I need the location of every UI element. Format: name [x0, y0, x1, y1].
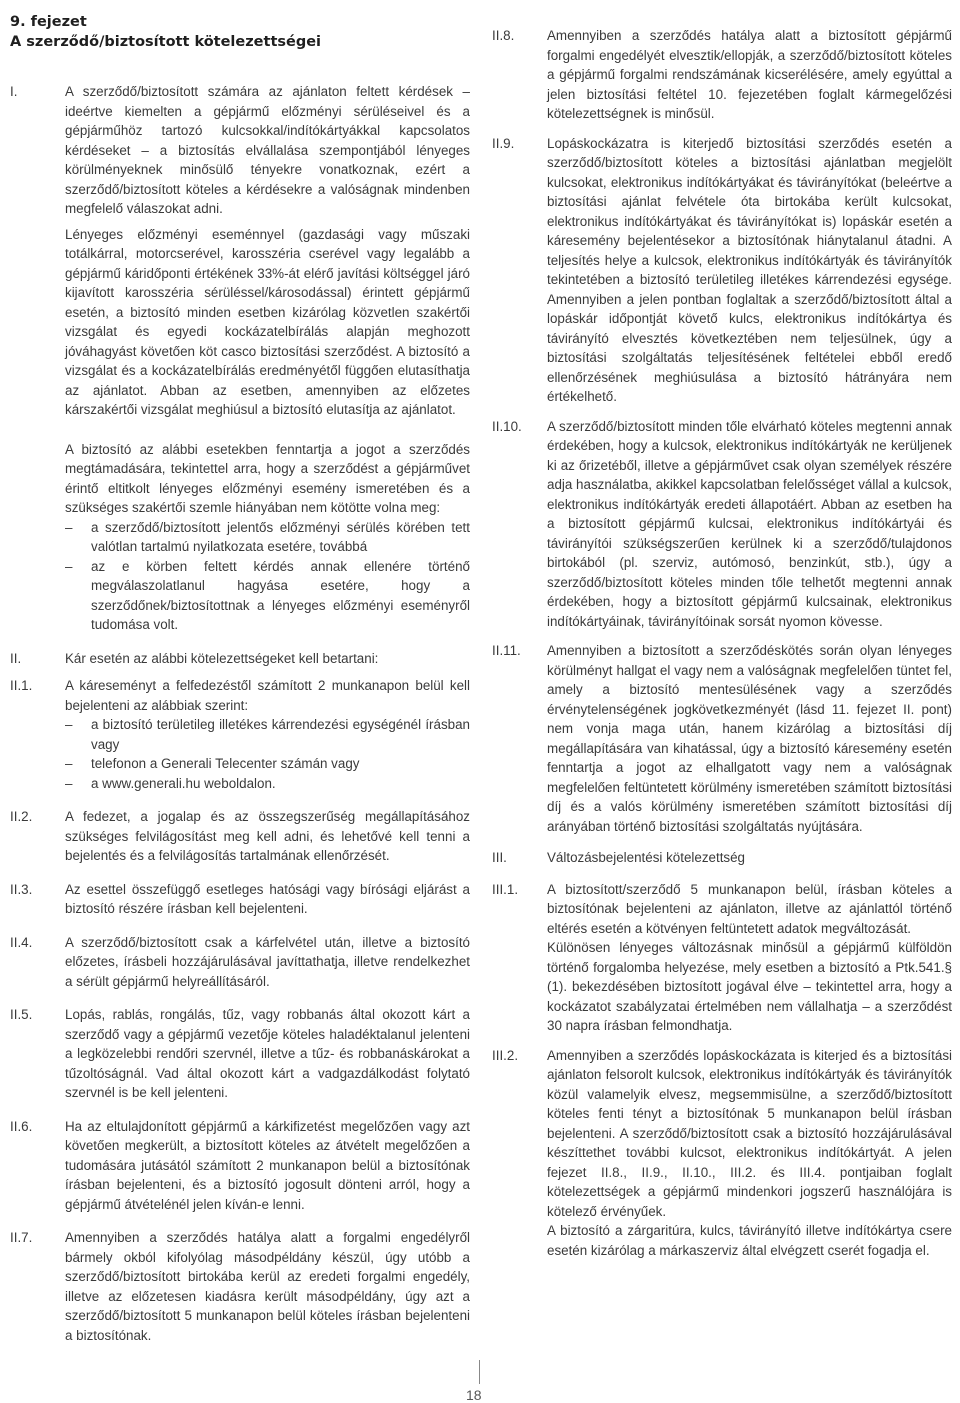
paragraph: Amennyiben a szerződés hatálya alatt a forgalmi engedélyről bármely okból kifolyólag másodpéldány készül, úgy utóbb a szerződő/biztosított birtokába kerül az eredeti forgalmi engedély, illetve az előzetesen kiadásra került másodpéldány, úgy azt a szerződő/biztosított 5 munkanapon belül köteles írásban bejelenteni a biztosítónak. [65, 1230, 470, 1343]
section [492, 848, 952, 868]
section [492, 1046, 952, 1261]
paragraph: A szerződő/biztosított csak a kárfelvétel után, illetve a biztosító előzetes, írásbeli hozzájárulásával javíttathatja, illetve rendelkezhet a sérült gépjármű helyreállításáról. [65, 934, 470, 989]
section-number: II.6. [10, 1118, 33, 1134]
section-number: II.9. [492, 135, 515, 151]
section-body [547, 417, 952, 632]
section-number: II.1. [10, 678, 33, 693]
list-item-text: a www.generali.hu weboldalon. [91, 775, 276, 791]
section-body [547, 641, 952, 836]
footer-divider [479, 1360, 480, 1384]
paragraph: Amennyiben a szerződés hatálya alatt a biztosított gépjármű forgalmi engedélyét elvesztik/ellopják, a szerződő/biztosított köteles a gépjármű forgalmi rendszámának kicserélésére, amely egyúttal a jelen biztosítási feltétel 10. fejezetében foglalt kármegelőzési kötelezettségnek is minősül. [547, 28, 952, 121]
dash-bullet: – [65, 717, 73, 732]
section [10, 649, 470, 669]
chapter-header [10, 12, 470, 52]
section [492, 26, 952, 124]
section-number: II.8. [492, 28, 515, 43]
left-column [10, 70, 470, 1345]
paragraph: A szerződő/biztosított minden tőle elvárható köteles megtenni annak érdekében, hogy a kulcsok, elektronikus indítókártyák ne kerüljenek ki az őrizetéből, illetve a gépjárművet csak olyan személyek részére adja használatba, akikkel kapcsolatban felelősséget vállal a kulcsok, elektronikus indítókártyák eredeti állapotáért. Abban az esetben ha a biztosított gépjármű kulcsai, elektronikus indítókártyái és távirányítói szükségszerűen kerülnek ki a szerződő/tulajdonos birtokából (pl. szerviz, autómosó, benzinkút, stb.), úgy a szerződő/biztosított köteles minden tőle telhetőt megtenni annak érdekében, hogy a biztosított gépjármű kulcsainak, elektronikus indítókártyáinak, távirányítóinak sorsát nyomon kövesse. [547, 418, 952, 629]
chapter-title: A szerződő/biztosított kötelezettségei [10, 34, 322, 50]
paragraph: Változásbejelentési kötelezettség [547, 850, 746, 865]
paragraph: Kár esetén az alábbi kötelezettségeket kell betartani: [65, 650, 379, 666]
paragraph: A biztosító a zárgaritúra, kulcs, távirányító illetve indítókártya csere esetén kizárólag a márkaszerviz által elvégzett cserét fogadja el. [547, 1223, 952, 1258]
paragraph: A biztosított/szerződő 5 munkanapon belül, írásban köteles a biztosítónak bejelenteni az ajánlaton, illetve az ajánlattól történő eltérés esetén a kötvényen feltüntetett adatok megváltozását. [547, 881, 952, 936]
dash-bullet: – [65, 775, 73, 791]
section [10, 880, 470, 919]
section-body [547, 880, 952, 1036]
paragraph: A káreseményt a felfedezéstől számított 2 munkanapon belül kell bejelenteni az alábbiak szerint: [65, 678, 470, 713]
right-column [492, 14, 952, 1260]
section-body [65, 676, 470, 793]
section-number: II.10. [492, 418, 522, 434]
list-item-text: a szerződő/biztosított jelentős előzményi sérülés körében tett valótlan tartalmú nyilatkozata esetére, továbbá [91, 519, 470, 554]
section-body [65, 82, 470, 635]
section-body [547, 26, 952, 124]
section [492, 641, 952, 836]
section [10, 807, 470, 866]
list-item-text: a biztosító területileg illetékes kárrendezési egységénél írásban vagy [91, 717, 470, 752]
section-number: II.4. [10, 934, 33, 950]
list-item [65, 518, 470, 557]
section-number: II. [10, 650, 22, 666]
section-body [65, 649, 470, 669]
section [10, 933, 470, 992]
paragraph: A szerződő/biztosított számára az ajánlaton feltett kérdések – ideértve kiemelten a gépjármű előzményi sérüléseivel és a gépjárműhöz tartozó kulcsokkal/indítókártyákkal kapcsolatos kérdéseket – a biztosítás elvállalása szempontjából lényeges körülményeknek minősülő tényekre vonatkoznak, ezért a szerződő/biztosított köteles a kérdésekre a valóságnak mindenben megfelelő válaszokat adni. [65, 84, 470, 216]
section-body [547, 134, 952, 407]
section-body [65, 1117, 470, 1215]
paragraph: Ha az eltulajdonított gépjármű a kárkifizetést megelőzően vagy azt követően megkerült, a biztosított köteles az átvételt megelőzően a tudomására jutásától számított 2 munkanapon belül a biztosítónak írásban bejelenteni, és a biztosító jogosult dönteni arról, hogy a gépjármű átvételénél jelen kíván-e lenni. [65, 1118, 470, 1212]
paragraph: Lopás, rablás, rongálás, tűz, vagy robbanás által okozott kárt a szerződő vagy a gépjármű vezetője köteles haladéktalanul jelenteni a legközelebbi rendőri szervnél, illetve a tűz- és robbanáskárokat a tűzoltóságnál. Vad által okozott kárt a vadgazdálkodást folytató szervnél is be kell jelenteni. [65, 1007, 470, 1100]
section-body [547, 848, 952, 868]
section-number: I. [10, 84, 18, 99]
paragraph: Az esettel összefüggő esetleges hatósági vagy bírósági eljárást a biztosító részére írásban kell bejelenteni. [65, 881, 470, 916]
section-number: II.3. [10, 881, 33, 897]
paragraph: A fedezet, a jogalap és az összegszerűség megállapításához szükséges felvilágosítást meg kell adni, és lehetővé kell tenni a bejelentés és a felvilágosítás tartalmának ellenőrzését. [65, 809, 470, 863]
list-item [65, 557, 470, 635]
section-number: III.2. [492, 1047, 519, 1063]
page-number: 18 [466, 1387, 482, 1403]
section-number: II.2. [10, 809, 33, 824]
paragraph: Különösen lényeges változásnak minősül a gépjármű külföldön történő forgalomba helyezése, mely esetben a biztosító a Ptk.541.§ (1). bekezdésében biztosított jogával élve – tekintettel arra, hogy a kockázatot szabályzatai értelmében nem vállalhatja – a szerződést 30 napra írásban felmondhatja. [547, 940, 952, 1033]
dash-bullet: – [65, 519, 73, 535]
section [10, 1117, 470, 1215]
section-body [65, 933, 470, 992]
dash-bullet: – [65, 756, 73, 771]
section [10, 82, 470, 635]
section-body [547, 1046, 952, 1261]
section-number: III.1. [492, 881, 519, 897]
list-item-text: telefonon a Generali Telecenter számán vagy [91, 756, 360, 771]
list-item [65, 774, 470, 794]
section [492, 880, 952, 1036]
paragraph: Lényeges előzményi eseménnyel (gazdasági vagy műszaki totálkárral, motorcserével, karosszéria cserével vagy legalább a gépjármű káridőponti értékének 33%-át elérő javítási költséggel járó kijavított karosszéria sérüléssel/károsodással) érintett gépjármű esetén, a biztosító minden esetben kizárólag közvetlen szakértői vizsgálat és egyedi kockázatelbírálás alapján meghozott jóváhagyást követően köt casco biztosítási szerződést. A biztosító a vizsgálat és a kockázatelbírálás eredményétől függően elutasíthatja az ajánlatot. Abban az esetben, amennyiben az előzetes kárszakértői vizsgálat meghiúsul a biztosító elutasítja az ajánlatot. [65, 226, 470, 417]
section-number: II.7. [10, 1230, 33, 1245]
section-number: II.11. [492, 643, 521, 658]
paragraph: Amennyiben a szerződés lopáskockázata is kiterjed és a biztosítási ajánlaton felsorolt kulcsok, elektronikus indítókártyák és távirányítók közül valamelyik elvesz, megsemmisülne, a szerződő/biztosított köteles fenti tényt a biztosítónak 5 munkanapon belül írásban bejelenteni. A szerződő/biztosított csak a biztosító hozzájárulásával készíttethet további kulcsot, elektronikus indítókártyát. A jelen fejezet II.8., II.9., II.10., III.2. és III.4. pontjaiban foglalt kötelezettségek a gépjármű mindenkori jogszerű használójára is kötelező érvényűek. [547, 1047, 952, 1219]
list-item-text: az e körben feltett kérdés annak ellenére történő megválaszolatlanul hagyása esetére, hogy a szerződőnek/biztosítottnak a lényeges előzményi eseményről tudomása volt. [91, 558, 470, 632]
paragraph: A biztosító az alábbi esetekben fenntartja a jogot a szerződés megtámadására, tekintettel arra, hogy a szerződést a gépjárművet érintő eltitkolt lényeges előzményi esemény ismeretében és a szükséges szakértői szemle hiányában nem kötötte volna meg: [65, 441, 470, 515]
paragraph: Lopáskockázatra is kiterjedő biztosítási szerződés esetén a szerződő/biztosított köteles a biztosítási ajánlatban megjelölt kulcsokat, elektronikus indítókártyákat és távirányítókat (beleértve a biztosítási ajánlat felvétele óta birtokába került kulcsokat, elektronikus indítókártyákat és távirányítókat is) lopáskár esetén a káresemény bejelentésekor a biztosítónak hiánytalanul átadni. A teljesítés helye a kulcsok, elektronikus indítókártyák és távirányítók tekintetében a biztosító területileg illetékes kárrendezési egysége. Amennyiben a jelen pontban foglaltak a szerződő/biztosított által a lopáskár időpontját követő kulcs, elektronikus indítókártya és távirányító elvesztés következtében nem teljesülnek, úgy a biztosítási szolgáltatás teljesítésének feltételei ebből eredő ellenőrzésének meghiúsulása a biztosító hátrányára nem értékelhető. [547, 135, 952, 404]
section-body [65, 880, 470, 919]
section [492, 417, 952, 632]
list-item [65, 715, 470, 754]
paragraph: Amennyiben a biztosított a szerződéskötés során olyan lényeges körülményt hallgat el vagy nem a valóságnak megfelelően tüntet fel, amely a biztosító mentesülésének vagy a szerződés érvénytelenségének jogkövetkezményét (lásd 11. fejezet II. pont) nem vonja maga után, hanem kizárólag a biztosítási díj megállapítására van kihatással, úgy a biztosító káresemény esetén fenntartja a jogot az elhallgatott vagy nem a valóságnak megfelelően feltüntetett körülmény ismeretében számított biztosítási díj és a valós körülmény ismeretében számított biztosítási díj arányában történő biztosítási szolgáltatás nyújtására. [547, 643, 952, 834]
section [10, 1005, 470, 1103]
chapter-number: 9. fejezet [10, 14, 87, 30]
section-number: II.5. [10, 1007, 33, 1022]
section [492, 134, 952, 407]
section-number: III. [492, 850, 507, 865]
section-body [65, 807, 470, 866]
section [10, 1228, 470, 1345]
section-body [65, 1228, 470, 1345]
list-item [65, 754, 470, 774]
section [10, 676, 470, 793]
dash-bullet: – [65, 558, 73, 574]
section-body [65, 1005, 470, 1103]
